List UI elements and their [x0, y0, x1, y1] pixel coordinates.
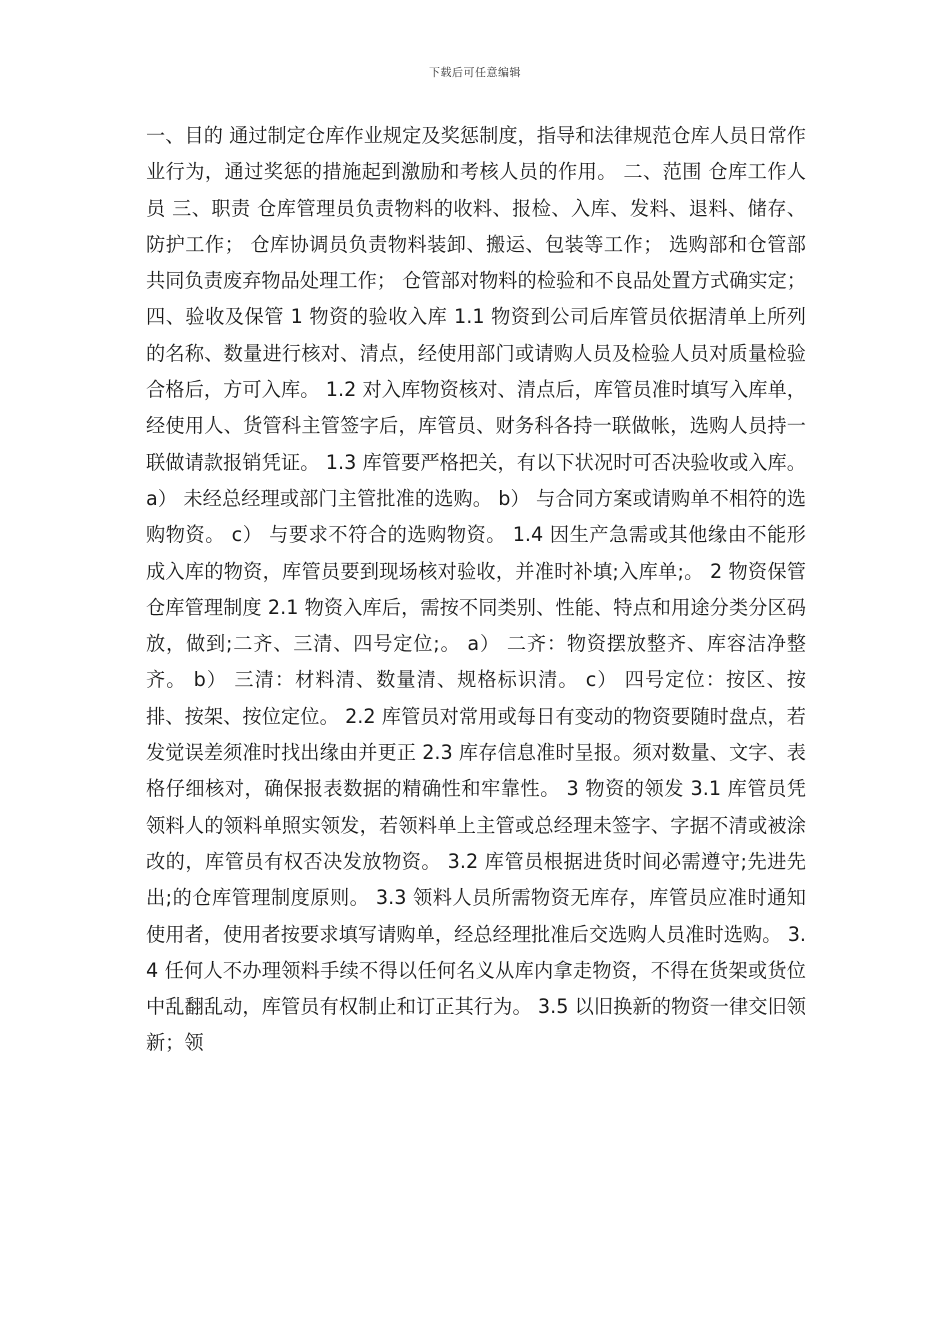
body-paragraph: 一、目的 通过制定仓库作业规定及奖惩制度，指导和法律规范仓库人员日常作业行为，通过奖惩的措施起到激励和考核人员的作用。 二、范围 仓库工作人员 三、职责 仓库管理员负责物料的收料、报检、入库、发料、退料、储存、防护工作； 仓库协调员负责物料装卸、搬运、包装等工作； 选购部和仓管部共同负责废弃物品处理工作； 仓管部对物料的检验和不良品处置方式确实定； 四、验收及保管 1 物资的验收入库 1.1 物资到公司后库管员依据清单上所列的名称、数量进行核对、清点，经使用部门或请购人员及检验人员对质量检验合格后，方可入库。 1.2 对入库物资核对、清点后，库管员准时填写入库单，经使用人、货管科主管签字后，库管员、财务科各持一联做帐，选购人员持一联做请款报销凭证。 1.3 库管要严格把关，有以下状况时可否决验收或入库。 a） 未经总经理或部门主管批准的选购。 b） 与合同方案或请购单不相符的选购物资。 c） 与要求不符合的选购物资。 1.4 因生产急需或其他缘由不能形成入库的物资，库管员要到现场核对验收，并准时补填;入库单;。 2 物资保管仓库管理制度 2.1 物资入库后，需按不同类别、性能、特点和用途分类分区码放，做到;二齐、三清、四号定位;。 a） 二齐：物资摆放整齐、库容洁净整齐。 b） 三清：材料清、数量清、规格标识清。 c） 四号定位：按区、按排、按架、按位定位。 2.2 库管员对常用或每日有变动的物资要随时盘点，若发觉误差须准时找出缘由并更正 2.3 库存信息准时呈报。须对数量、文字、表格仔细核对，确保报表数据的精确性和牢靠性。 3 物资的领发 3.1 库管员凭领料人的领料单照实领发，若领料单上主管或总经理未签字、字据不清或被涂改的，库管员有权否决发放物资。 3.2 库管员根据进货时间必需遵守;先进先出;的仓库管理制度原则。 3.3 领料人员所需物资无库存，库管员应准时通知使用者，使用者按要求填写请购单，经总经理批准后交选购人员准时选购。 3.4 任何人不办理领料手续不得以任何名义从库内拿走物资，不得在货架或货位中乱翻乱动，库管员有权制止和订正其行为。 3.5 以旧换新的物资一律交旧领新；领: [146, 124, 806, 1055]
header-note: 下载后可任意编辑: [429, 66, 521, 79]
